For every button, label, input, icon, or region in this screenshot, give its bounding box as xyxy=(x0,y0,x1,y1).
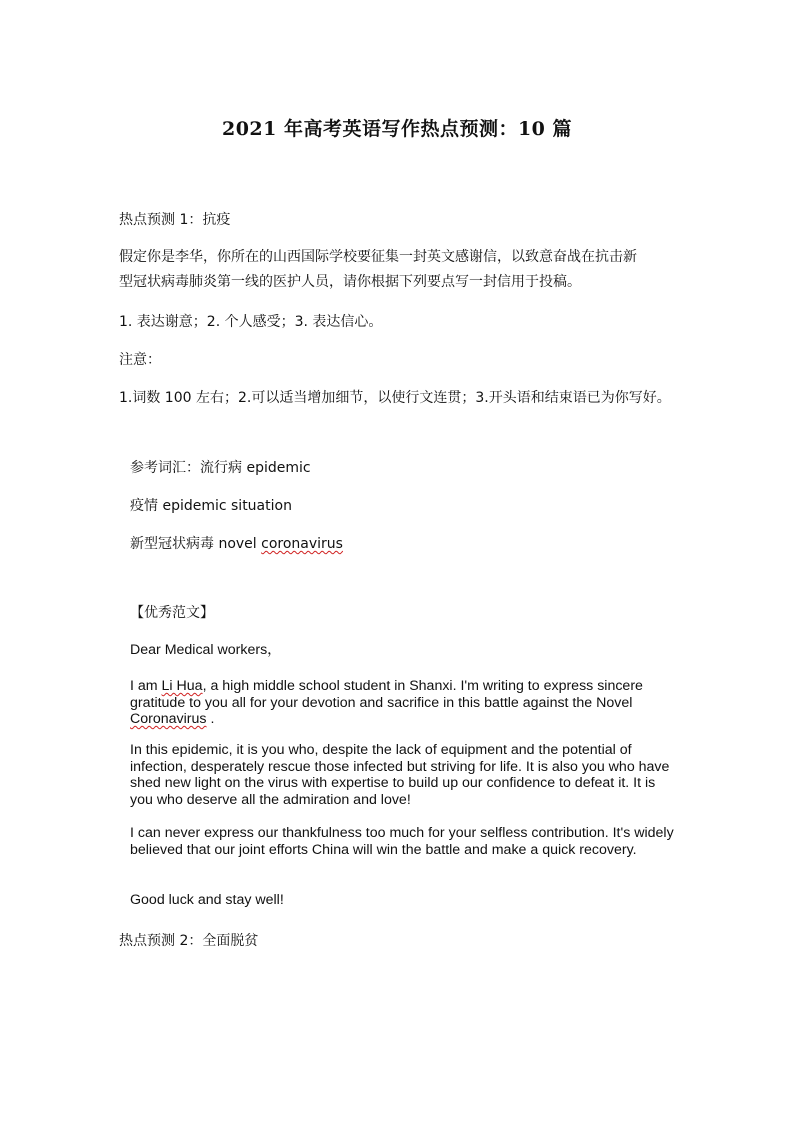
spellcheck-word: Coronavirus xyxy=(130,711,207,727)
essay-paragraph-2: In this epidemic, it is you who, despite the lack of equipment and the potential of infection, desperately rescue those infected but striving for life. It is also you who have shed new light on the virus with expertise to build up our confidence to defeat it. It is you who deserve all the admiration and love! xyxy=(130,742,670,808)
notice-label: 注意： xyxy=(119,352,161,368)
notice-text: 1.词数 100 左右；2.可以适当增加细节，以使行文连贯；3.开头语和结束语已为你写好。 xyxy=(119,390,671,406)
prompt-line-2: 型冠状病毒肺炎第一线的医护人员，请你根据下列要点写一封信用于投稿。 xyxy=(119,274,581,290)
prompt-line-1: 假定你是李华，你所在的山西国际学校要征集一封英文感谢信，以致意奋战在抗击新 xyxy=(119,249,637,265)
spellcheck-word: coronavirus xyxy=(261,536,343,552)
vocab-line-3-prefix: 新型冠状病毒 novel xyxy=(130,536,262,552)
essay-paragraph-1 xyxy=(130,678,675,728)
essay-p1-start: I am xyxy=(130,678,162,694)
section-heading-1: 热点预测 1：抗疫 xyxy=(119,212,231,228)
essay-p1-body: , a high middle school student in Shanxi. I'm writing to express sincere gratitude to you all for your devotion and sacrifice in this battle against the Novel xyxy=(130,678,643,711)
essay-closing: Good luck and stay well! xyxy=(130,892,284,908)
document-title: 2021 年高考英语写作热点预测：10 篇 xyxy=(221,118,573,140)
spellcheck-name: Li Hua xyxy=(161,678,203,694)
essay-p1-end: . xyxy=(206,711,215,727)
vocab-line-2: 疫情 epidemic situation xyxy=(130,498,292,514)
vocab-line-3 xyxy=(130,533,343,555)
section-heading-2: 热点预测 2：全面脱贫 xyxy=(119,933,259,949)
key-points: 1. 表达谢意；2. 个人感受；3. 表达信心。 xyxy=(119,314,383,330)
essay-greeting: Dear Medical workers， xyxy=(130,642,282,658)
model-essay-label: 【优秀范文】 xyxy=(130,605,214,621)
essay-paragraph-3: I can never express our thankfulness too much for your selfless contribution. It's widely believed that our joint efforts China will win the battle and make a quick recovery. xyxy=(130,825,674,858)
vocab-line-1: 参考词汇：流行病 epidemic xyxy=(130,460,311,476)
